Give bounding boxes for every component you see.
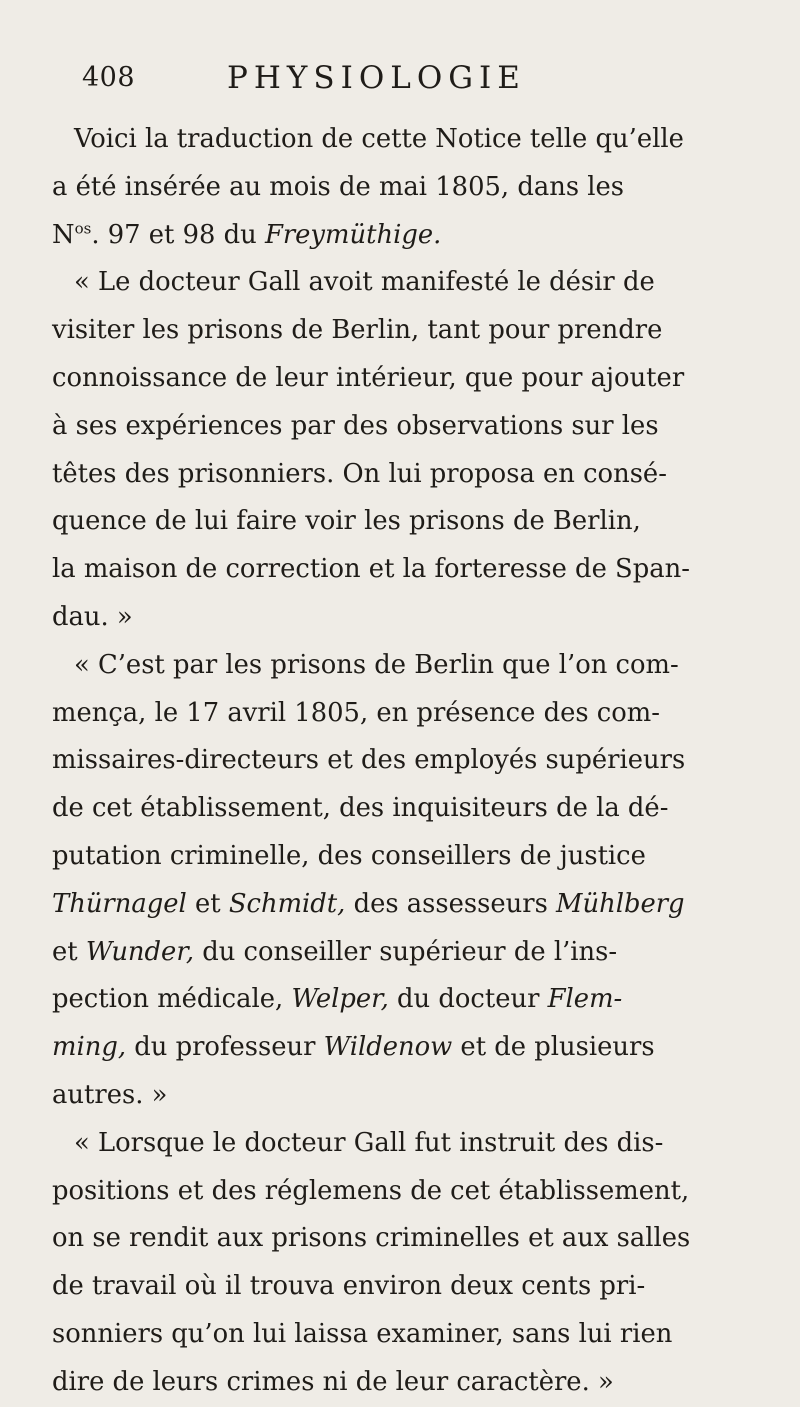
person-name: Welper, [291,984,389,1015]
text-line: quence de lui faire voir les prisons de Berlin, [52,506,641,537]
text-line [52,929,752,977]
text-line: de travail où il trouva environ deux cents pri- [52,1271,646,1302]
text-line: connoissance de leur intérieur, que pour ajouter [52,362,685,393]
person-name: Thürnagel [52,888,187,919]
text-line [52,212,752,260]
person-name: Mühlberg [556,888,685,919]
text-line: « Lorsque le docteur Gall fut instruit des dis- [74,1127,664,1158]
text-line: à ses expériences par des observations sur les [52,410,659,441]
text-line: mença, le 17 avril 1805, en présence des com- [52,697,660,728]
text-fragment: N [52,219,75,250]
person-name: ming, [52,1032,127,1063]
text-line: sonniers qu’on lui laissa examiner, sans lui rien [52,1318,673,1349]
text-line: la maison de correction et la forteresse de Span- [52,554,690,585]
text-line [52,881,752,929]
page-number: 408 [82,62,136,93]
text-fragment: pection médicale, [52,984,292,1015]
superscript: os [74,219,92,237]
person-name: Wunder, [85,936,195,967]
text-line: autres. » [52,1079,168,1110]
text-fragment: du professeur [126,1032,324,1063]
text-line: on se rendit aux prisons criminelles et aux salles [52,1223,691,1254]
text-line [52,976,752,1024]
text-line: Voici la traduction de cette Notice telle qu’elle [74,124,684,154]
journal-title: Freymüthige. [264,219,442,250]
text-fragment: et [186,888,229,919]
text-line: positions et des réglemens de cet établissement, [52,1175,690,1206]
text-fragment: des assesseurs [345,888,557,919]
text-line: dau. » [52,601,133,632]
text-line [52,1024,752,1072]
text-line: a été insérée au mois de mai 1805, dans les [52,171,625,202]
text-line: putation criminelle, des conseillers de justice [52,840,646,871]
text-line: « Le docteur Gall avoit manifesté le désir de [74,267,655,298]
text-fragment: et [52,936,86,967]
person-name: Wildenow [323,1032,453,1063]
text-line: missaires-directeurs et des employés supérieurs [52,745,686,776]
text-line: « C’est par les prisons de Berlin que l’on com- [74,649,679,680]
text-line: têtes des prisonniers. On lui proposa en consé- [52,458,667,489]
text-fragment: et de plusieurs [452,1032,655,1063]
person-name: Flem- [547,984,623,1015]
text-line: de cet établissement, des inquisiteurs de la dé- [52,793,669,824]
body-text [52,116,752,1407]
text-line: visiter les prisons de Berlin, tant pour prendre [52,315,663,346]
text-fragment: . 97 et 98 du [91,219,265,250]
running-title: PHYSIOLOGIE [227,60,526,96]
page-header [82,60,642,110]
person-name: Schmidt, [228,888,346,919]
text-fragment: du docteur [388,984,548,1015]
text-line: dire de leurs crimes ni de leur caractère. » [52,1366,614,1397]
text-fragment: du conseiller supérieur de l’ins- [194,936,618,967]
